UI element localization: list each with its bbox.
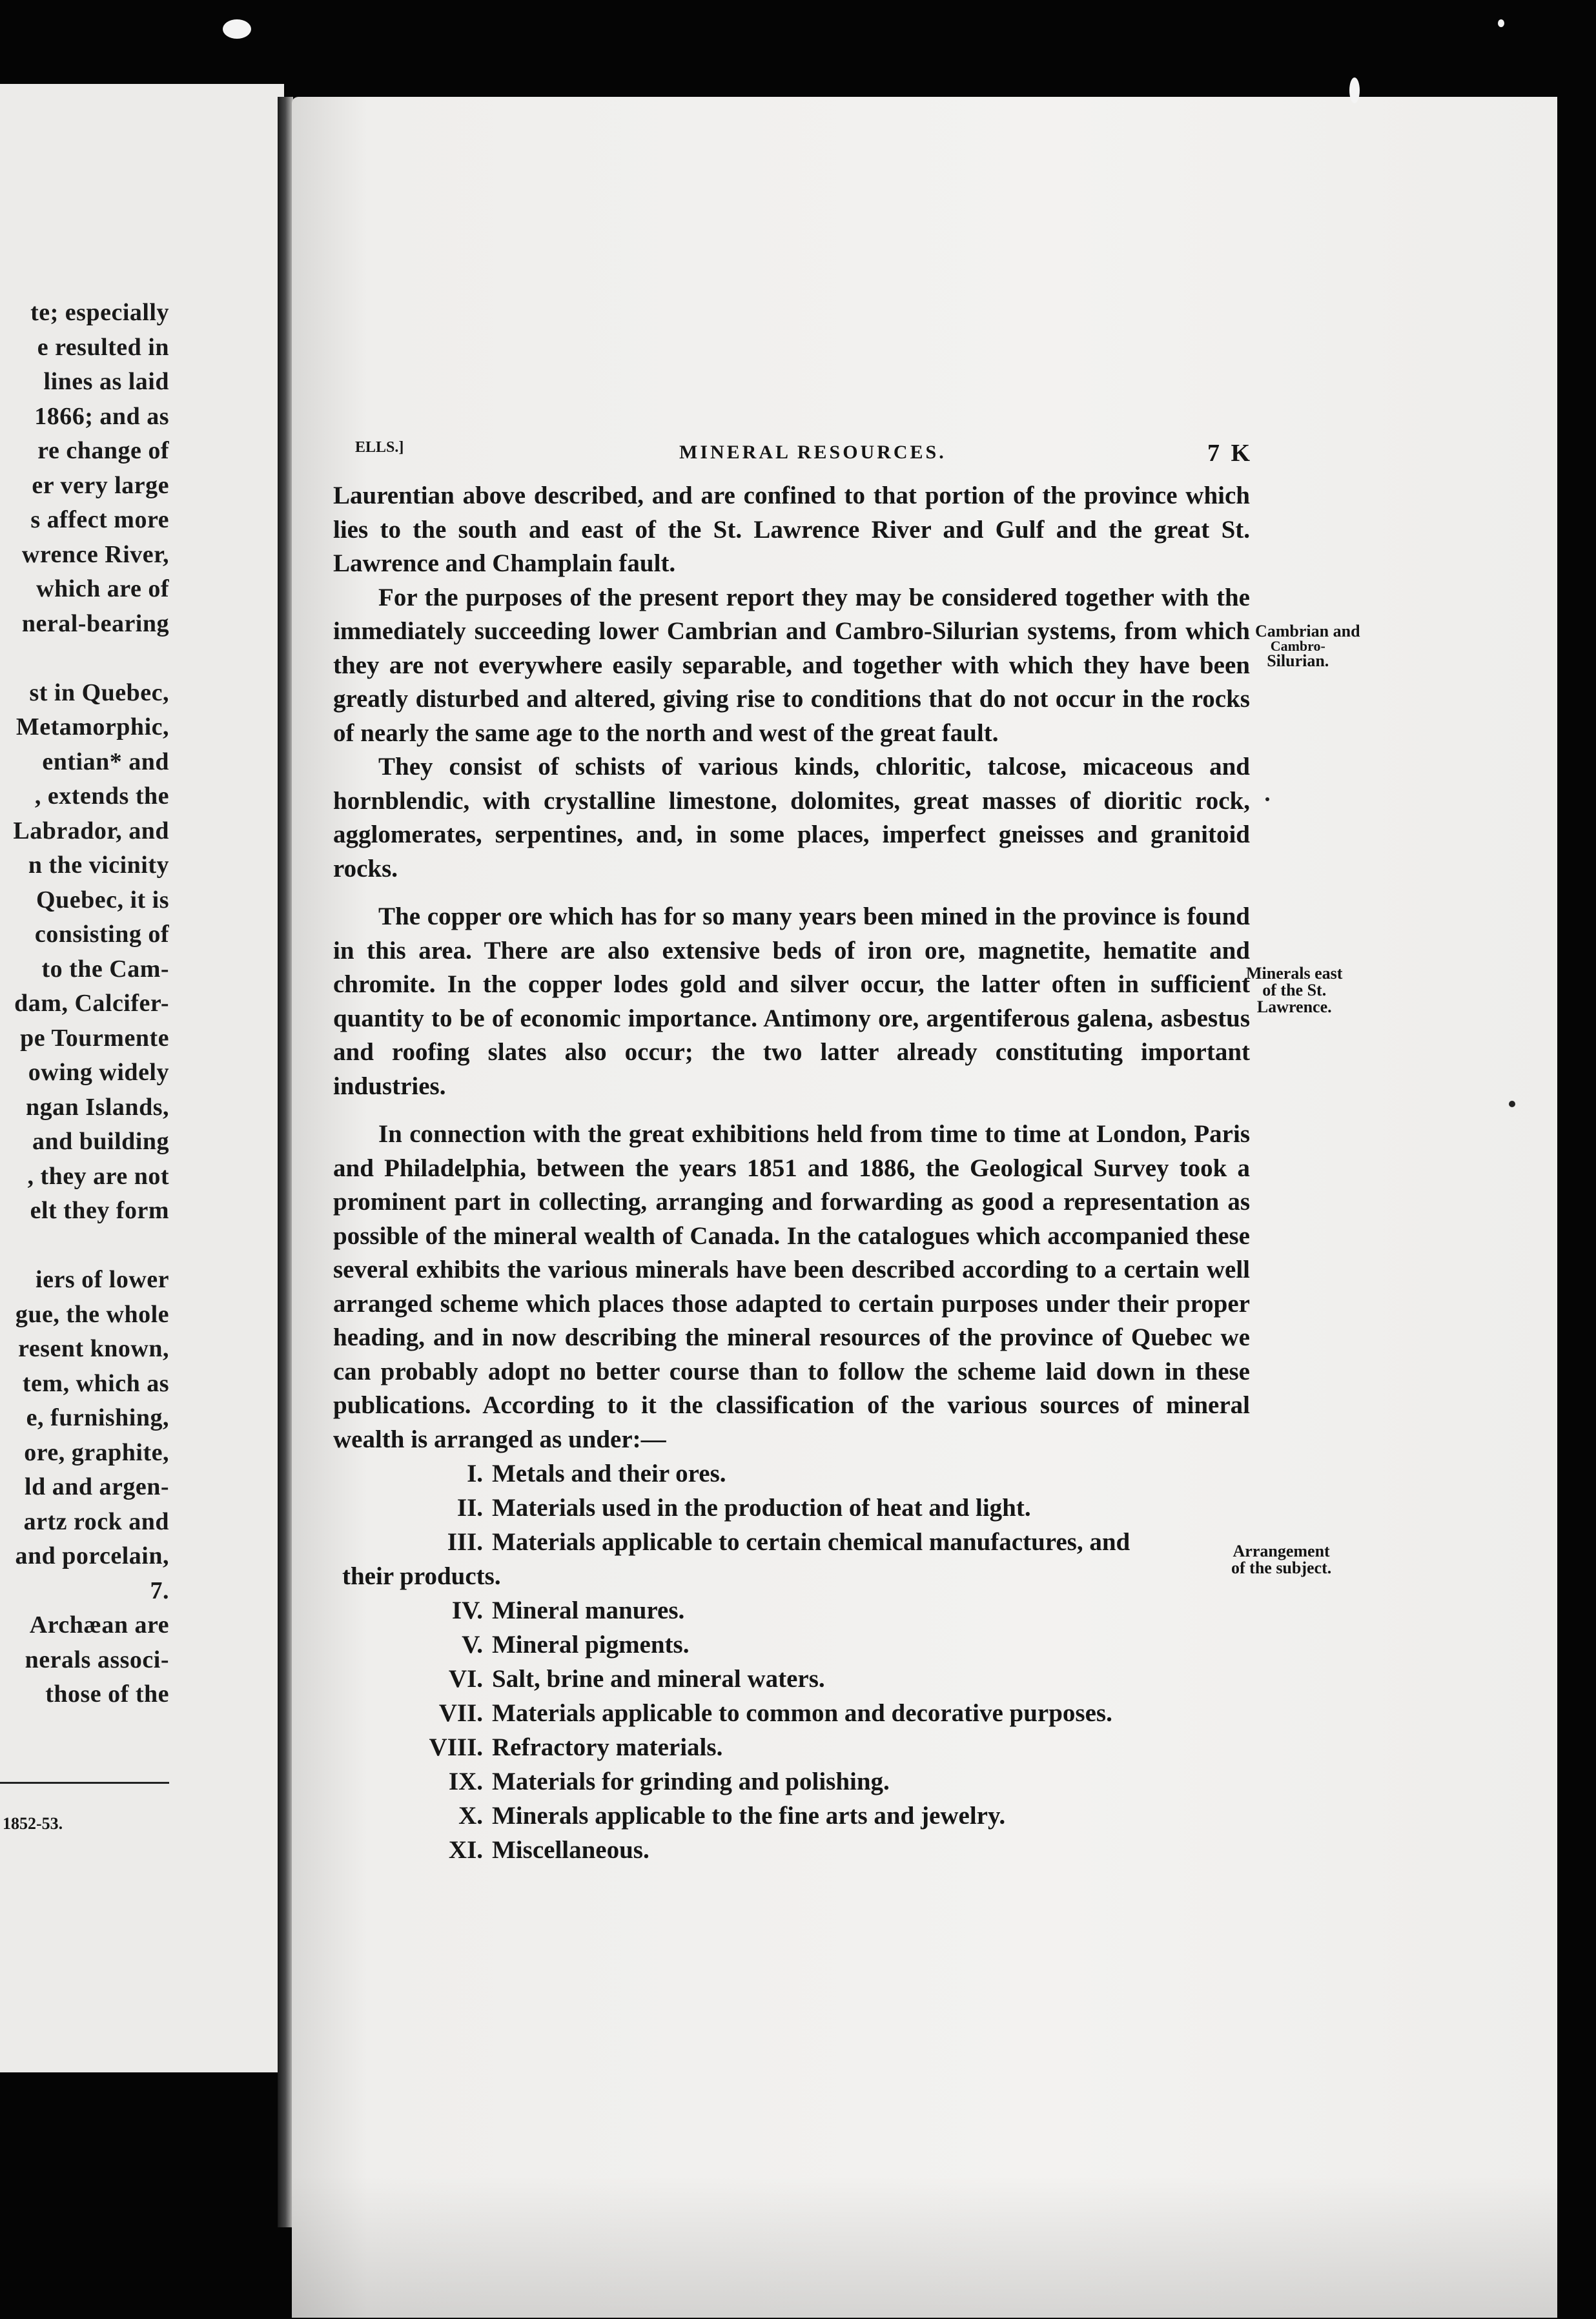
facing-page-line: artz rock and [23,1507,169,1535]
classification-text-line: Materials used in the production of heat and light. [492,1494,1031,1522]
classification-text [492,1696,1112,1730]
classification-list [333,1456,1250,1867]
classification-text [492,1491,1031,1525]
classification-numeral: VIII. [429,1733,483,1761]
margin-note-arrangement [1231,1543,1331,1577]
margin-note-line: of the St. [1262,981,1327,999]
classification-item [333,1730,1250,1764]
facing-page-line: and building [32,1128,169,1155]
scan-speck [223,19,251,39]
facing-page-line: st in Quebec, [29,679,169,706]
classification-item [333,1525,1250,1593]
book-gutter [278,97,293,2227]
classification-numeral: IV. [451,1597,483,1624]
classification-item [333,1662,1250,1696]
running-head [292,439,1557,471]
scan-speck [1349,77,1360,103]
facing-page-line: s affect more [30,506,169,533]
facing-page-line: Labrador, and [13,817,169,844]
facing-page-line: Archæan are [29,1611,169,1639]
classification-item [333,1628,1250,1662]
paragraph: For the purposes of the present report they may be considered together with the immediately succeeding lower Cambrian and Cambro-Silurian systems, from which they are not everywhere easily separable, and together with which they have been greatly disturbed and altered, giving rise to conditions that do not occur in the rocks of nearly the same age to the north and west of the great fault. [333,583,1250,747]
facing-page-line: resent known, [18,1335,169,1362]
classification-numeral: VI. [448,1665,483,1693]
facing-page-line: re change of [37,437,169,464]
facing-page-line: entian* and [42,748,169,775]
facing-page-line: wrence River, [21,540,169,568]
paragraph: The copper ore which has for so many years been mined in the province is found in this area. There are also extensive beds of iron ore, magnetite, hematite and chromite. In the copper lodes gold and silver occur, the latter often in sufficient quantity to be of economic importance. Antimony ore, argentiferous galena, asbestus and roofing slates also occur; the two latter already constituting important industries. [333,903,1250,1100]
classification-text-line: Mineral manures. [492,1597,685,1624]
classification-text [492,1456,726,1491]
facing-page-line: ld and argen- [25,1473,169,1500]
classification-numeral: XI. [448,1836,483,1864]
classification-item [333,1799,1250,1833]
classification-text [492,1764,890,1799]
facing-page-line: neral-bearing [21,609,169,637]
facing-page-line: er very large [32,471,169,499]
classification-item [333,1696,1250,1730]
classification-text [492,1628,689,1662]
classification-text-line: Materials applicable to common and decorative purposes. [492,1699,1112,1727]
facing-page-line: iers of lower [36,1266,169,1293]
classification-text-continuation: their products. [342,1562,501,1590]
facing-page-fragment [0,84,284,2072]
classification-numeral: V. [462,1631,483,1659]
body-text [333,479,1250,1867]
facing-page-line: tem, which as [22,1369,169,1397]
classification-numeral: II. [456,1494,483,1522]
classification-numeral: X. [458,1802,483,1830]
facing-page-line: dam, Calcifer- [14,990,169,1017]
scan-speck [1509,1101,1515,1107]
scan-speck [1498,19,1504,27]
footnote-rule [0,1782,169,1784]
classification-item [333,1833,1250,1867]
classification-text-line: Salt, brine and mineral waters. [492,1665,825,1693]
margin-note-line: Cambro- [1270,638,1325,654]
classification-numeral: IX. [448,1768,483,1795]
facing-page-line: those of the [45,1681,169,1708]
paragraph: They consist of schists of various kinds, chloritic, talcose, micaceous and hornblendic, with crystalline limestone, dolomites, great masses of dioritic rock, agglomerates, serpentines, and, in some places, imperfect gneisses and granitoid rocks. [333,753,1250,883]
facing-page-line: , extends the [34,782,169,810]
facing-page-line: 7. [150,1577,169,1604]
classification-text [492,1730,722,1764]
classification-item [333,1764,1250,1799]
classification-text [492,1662,825,1696]
facing-page-line: which are of [36,575,169,602]
page [292,97,1557,2318]
facing-page-line: to the Cam- [41,955,169,983]
facing-page-line: pe Tourmente [20,1024,169,1052]
paragraph-continuation: Laurentian above described, and are confined to that portion of the province which lies to the south and east of the St. Lawrence River and Gulf and the great St. Lawrence and Champlain fault. [333,482,1250,577]
facing-page-line: elt they form [30,1197,169,1224]
running-head-title: MINERAL RESOURCES. [679,442,946,463]
margin-note-line: Silurian. [1267,651,1329,670]
facing-page-line: ore, graphite, [24,1438,169,1466]
facing-page-line: lines as laid [43,368,169,395]
running-head-author: ELLS.] [355,439,404,456]
classification-item [333,1593,1250,1628]
margin-note-line: Arrangement [1233,1542,1330,1560]
facing-page-line: 1866; and as [34,402,169,430]
margin-note-cambrian [1255,623,1360,669]
page-number: 7 K [1207,440,1253,467]
facing-page-line: owing widely [28,1059,169,1086]
margin-note-line: of the subject. [1231,1558,1332,1577]
paragraph: In connection with the great exhibitions held from time to time at London, Paris and Philadelphia, between the years 1851 and 1886, the Geological Survey took a prominent part in collecting, arranging and forwarding as good a representation as possible of the mineral wealth of Canada. In the catalogues which accompanied these several exhibits the various minerals have been described according to a certain well arranged scheme which places those adapted to certain purposes under their proper heading, and in now describing the mineral resources of the province of Quebec we can probably adopt no better course than to follow the scheme laid down in these publications. According to it the classification of the various sources of mineral wealth is arranged as under:— [333,1120,1250,1453]
classification-text-line: Materials for grinding and polishing. [492,1768,890,1795]
classification-text-line: Metals and their ores. [492,1460,726,1487]
classification-text-line: Minerals applicable to the fine arts and jewelry. [492,1802,1006,1830]
margin-note-line: Lawrence. [1256,997,1332,1016]
classification-text [492,1799,1005,1833]
facing-page-line: n the vicinity [28,852,169,879]
classification-text [492,1833,650,1867]
classification-item [333,1456,1250,1491]
margin-note-line: Minerals east [1246,964,1343,983]
classification-text-line: Refractory materials. [492,1733,723,1761]
classification-text-line: Mineral pigments. [492,1631,690,1659]
classification-numeral: III. [447,1528,483,1556]
classification-numeral: VII. [438,1699,483,1727]
facing-page-line: e resulted in [37,333,169,361]
margin-note-minerals-east [1246,965,1342,1016]
margin-note-line: Cambrian and [1255,622,1360,640]
classification-text-line: Materials applicable to certain chemical manufactures, and [492,1528,1130,1556]
facing-page-line: consisting of [34,921,169,948]
facing-page-line: Metamorphic, [15,713,169,741]
facing-page-line: and porcelain, [15,1542,169,1569]
classification-numeral: I. [467,1460,483,1487]
classification-text-line: Miscellaneous. [492,1836,650,1864]
facing-page-line: nerals associ- [25,1646,169,1673]
facing-page-line: Quebec, it is [36,886,169,914]
facing-page-line: gue, the whole [15,1300,169,1328]
classification-text [492,1593,684,1628]
facing-page-footnote: 1852-53. [3,1814,63,1833]
scan-speck [1265,797,1269,801]
facing-page-line: ngan Islands, [26,1093,169,1121]
facing-page-line: , they are not [27,1162,169,1190]
facing-page-line: te; especially [30,299,169,326]
classification-item [333,1491,1250,1525]
facing-page-line: e, furnishing, [26,1404,169,1431]
